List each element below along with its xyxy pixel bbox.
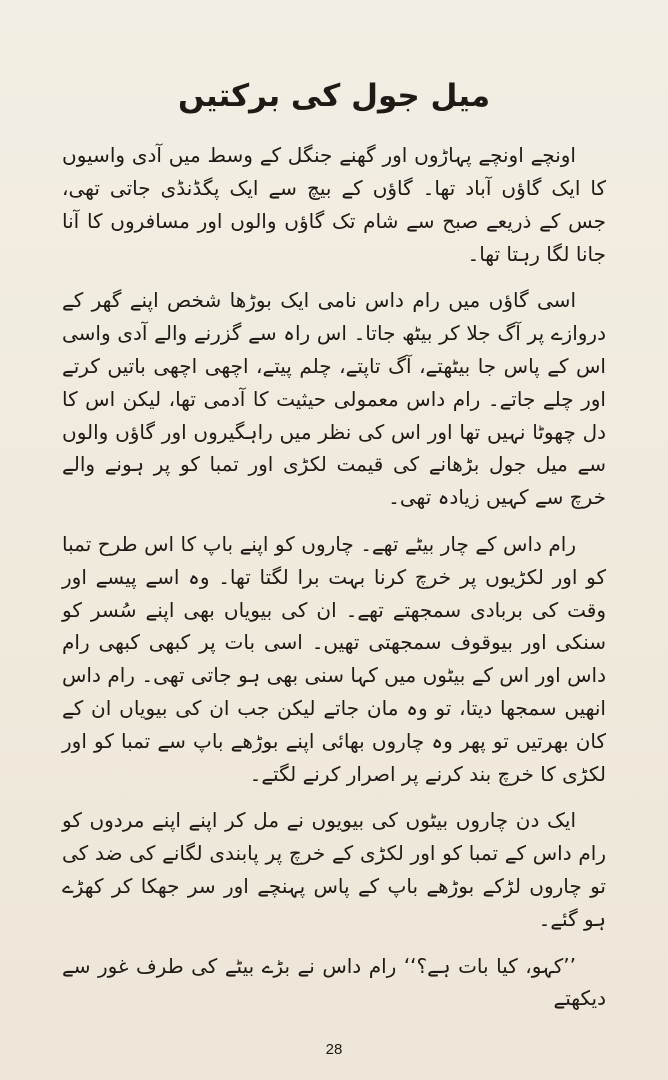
paragraph: ایک دن چاروں بیٹوں کی بیویوں نے مل کر اپنے اپنے مردوں کو رام داس کے تمبا کو اور لکڑی کے خرچ پر پابندی لگانے کی ضد کی تو چاروں لڑکے بوڑھے باپ کے پاس پہنچے اور سر جھکا کر کھڑے ہو گئے۔: [62, 808, 606, 931]
document-title: میل جول کی برکتیں: [177, 78, 491, 114]
paragraph: اسی گاؤں میں رام داس نامی ایک بوڑھا شخص اپنے گھر کے دروازے پر آگ جلا کر بیٹھ جاتا۔ اس راہ سے گزرنے والے آدی واسی اس کے پاس جا بیٹھتے، آگ تاپتے، چلم پیتے، اچھی اچھی باتیں کرتے اور چلے جاتے۔ رام داس معمولی حیثیت کا آدمی تھا، لیکن اس کا دل چھوٹا نہیں تھا اور اس کی نظر میں راہگیروں اور گاؤں والوں سے میل جول بڑھانے کی قیمت لکڑی اور تمبا کو پر ہونے والے خرچ سے کہیں زیادہ تھی۔: [62, 288, 606, 510]
paragraph: رام داس کے چار بیٹے تھے۔ چاروں کو اپنے باپ کا اس طرح تمبا کو اور لکڑیوں پر خرچ کرنا بہت برا لگتا تھا۔ وہ اسے پیسے اور وقت کی بربادی سمجھتے تھے۔ ان کی بیویاں بھی اپنے سُسر کو سنکی اور بیوقوف سمجھتی تھیں۔ اسی بات پر کبھی کبھی رام داس اور اس کے بیٹوں میں کہا سنی بھی ہو جاتی تھی۔ رام داس انھیں سمجھا دیتا، تو وہ مان جاتے لیکن جب ان کی بیویاں ان کے کان بھرتیں تو پھر وہ چاروں بھائی اپنے بوڑھے باپ سے تمبا کو اور لکڑی کا خرچ بند کرنے پر اصرار کرنے لگتے۔: [62, 531, 606, 786]
paragraph: ’’کہو، کیا بات ہے؟‘‘ رام داس نے بڑے بیٹے کی طرف غور سے دیکھتے: [62, 953, 606, 1011]
page-number: 28: [325, 1041, 343, 1058]
document-body: [62, 139, 606, 1015]
paragraph: اونچے اونچے پہاڑوں اور گھنے جنگل کے وسط میں آدی واسیوں کا ایک گاؤں آباد تھا۔ گاؤں کے بیچ سے ایک پگڈنڈی جاتی تھی، جس کے ذریعے صبح سے شام تک گاؤں والوں اور مسافروں کا آنا جانا لگا رہتا تھا۔: [62, 143, 606, 266]
